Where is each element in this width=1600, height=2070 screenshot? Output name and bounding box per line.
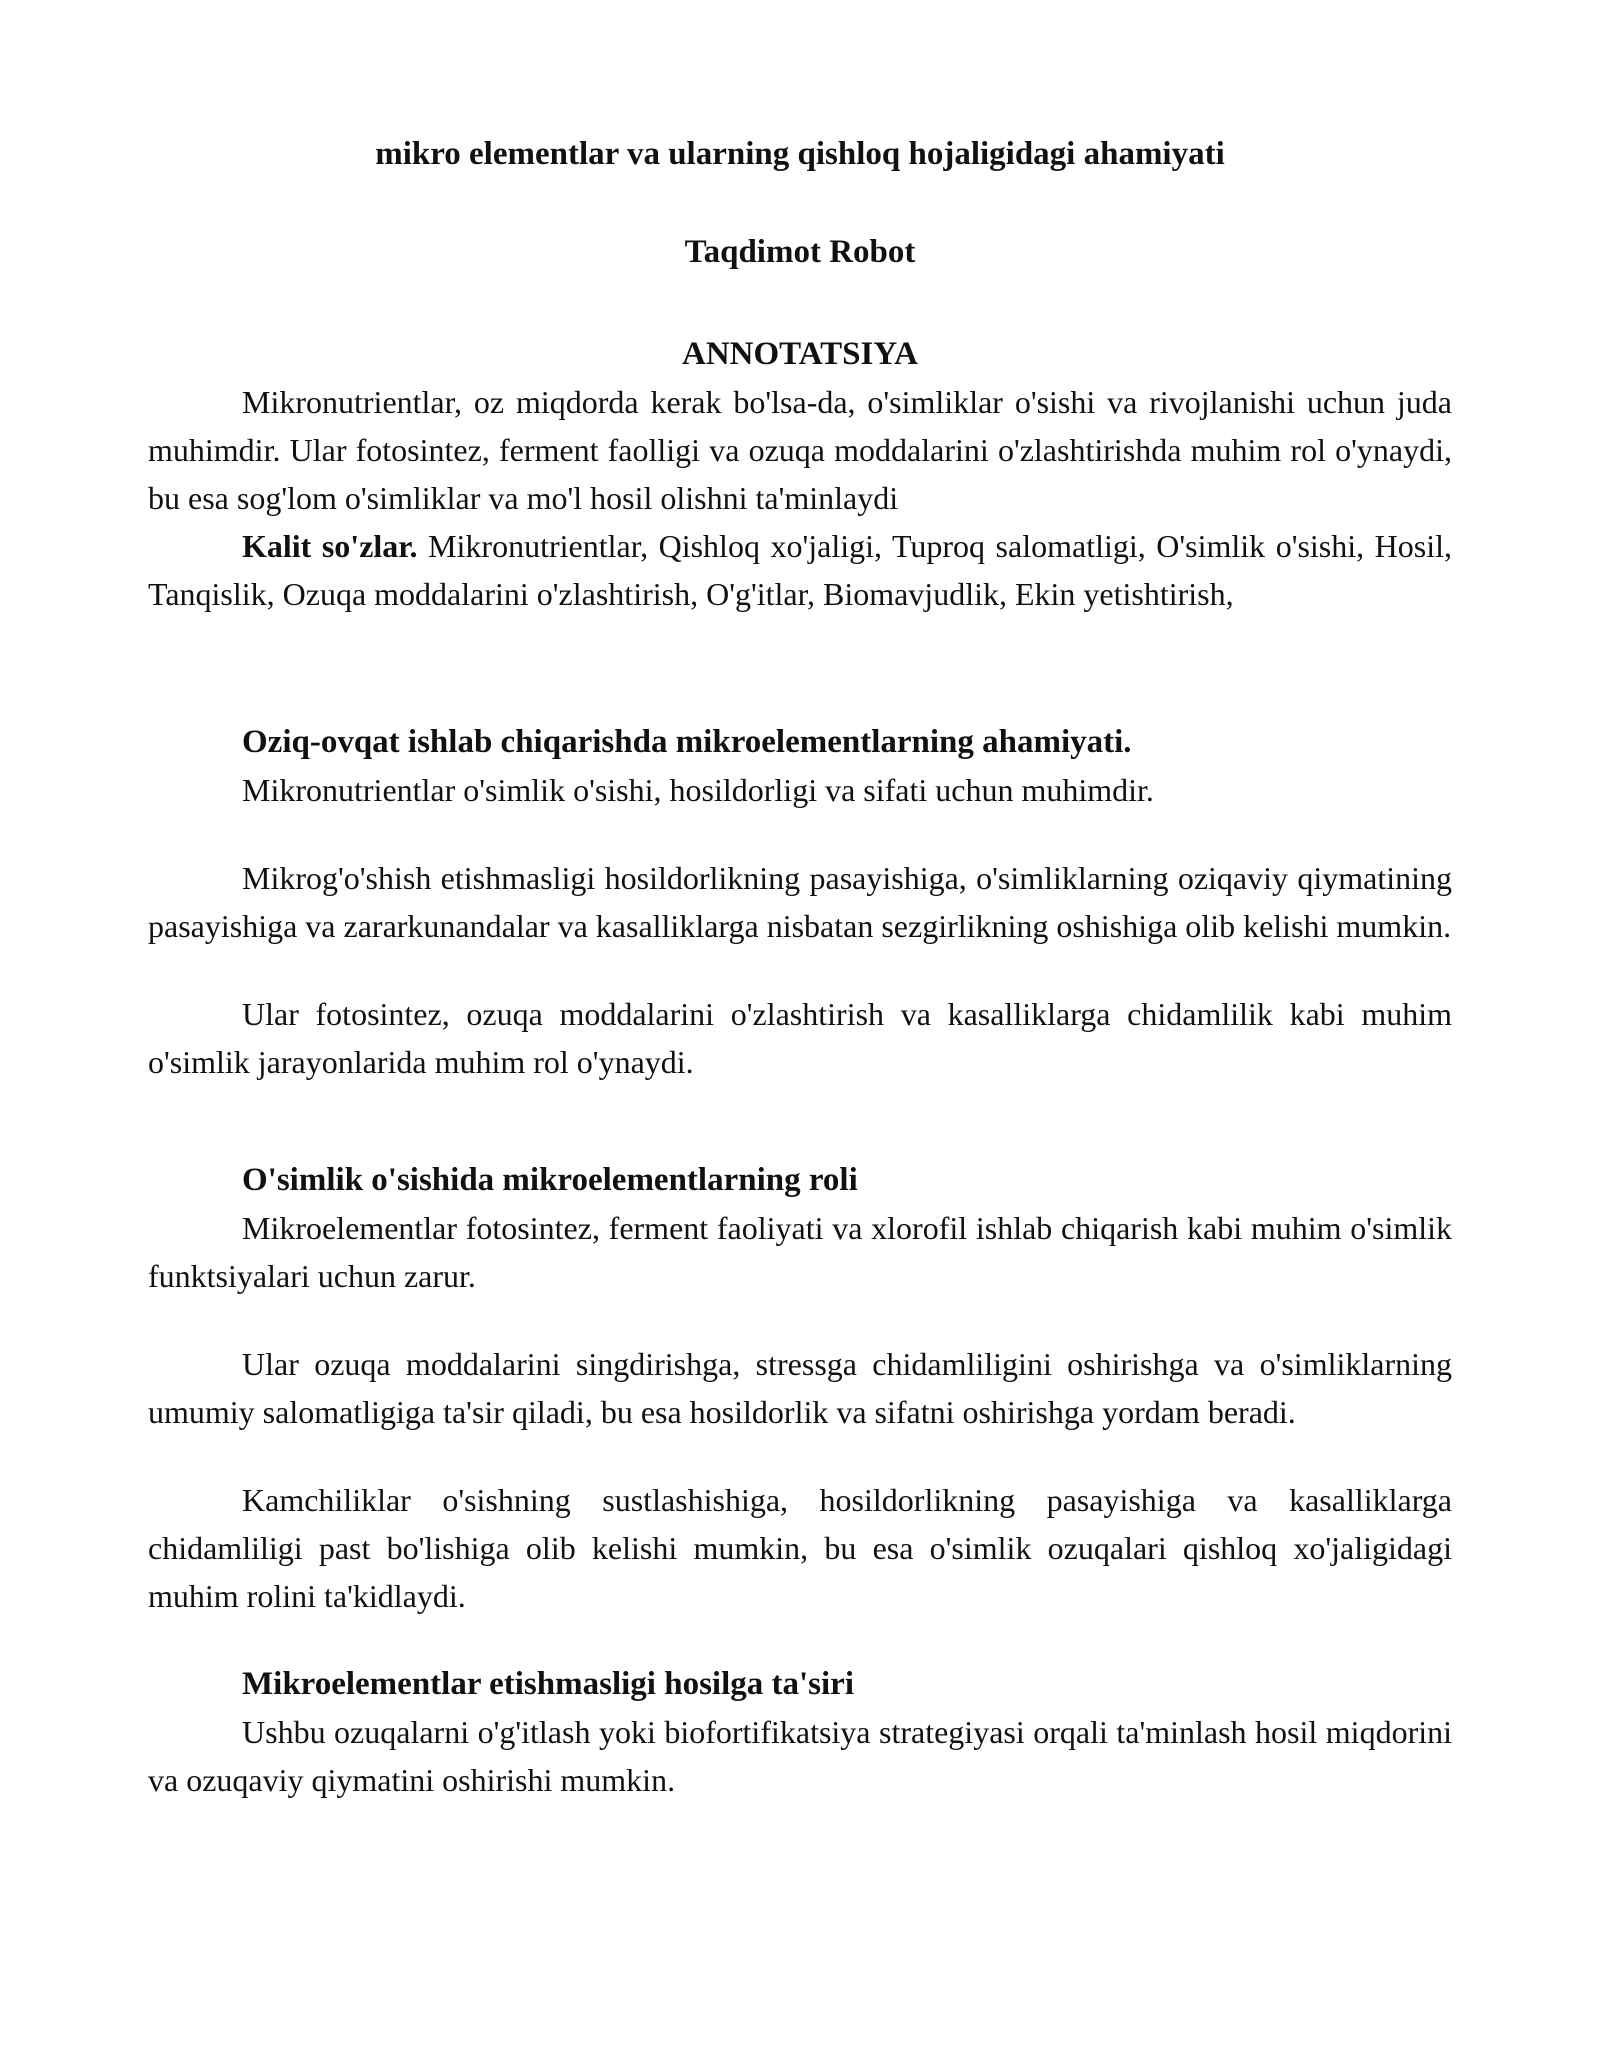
keywords-text: Mikronutrientlar, Qishloq xo'jaligi, Tuproq salomatligi, O'simlik o'sishi, Hosil, Tanqislik, Ozuqa moddalarini o'zlashtirish, O'g'itlar, Biomavjudlik, Ekin yetishtirish,	[148, 528, 1453, 612]
section-1-paragraph-2: Mikrog'o'shish etishmasligi hosildorlikning pasayishiga, o'simliklarning oziqaviy qiymatining pasayishiga va zararkunandalar va kasalliklarga nisbatan sezgirlikning oshishiga olib kelishi mumkin.	[148, 860, 1452, 944]
keywords-paragraph	[148, 522, 1452, 618]
section-1-paragraph-3: Ular fotosintez, ozuqa moddalarini o'zlashtirish va kasalliklarga chidamlilik kabi muhim o'simlik jarayonlarida muhim rol o'ynaydi.	[148, 996, 1452, 1080]
section-2-paragraph-3: Kamchiliklar o'sishning sustlashishiga, hosildorlikning pasayishiga va kasalliklarga chidamliligi past bo'lishiga olib kelishi mumkin, bu esa o'simlik ozuqalari qishloq xo'jaligidagi muhim rolini ta'kidlaydi.	[148, 1482, 1452, 1614]
section-2-paragraph-2: Ular ozuqa moddalarini singdirishga, stressga chidamliligini oshirishga va o'simliklarning umumiy salomatligiga ta'sir qiladi, bu esa hosildorlik va sifatni oshirishga yordam beradi.	[148, 1346, 1452, 1430]
document-page	[148, 130, 1452, 1804]
section-1-paragraph-1: Mikronutrientlar o'simlik o'sishi, hosildorligi va sifati uchun muhimdir.	[242, 772, 1154, 808]
annotation-paragraph: Mikronutrientlar, oz miqdorda kerak bo'lsa-da, o'simliklar o'sishi va rivojlanishi uchun juda muhimdir. Ular fotosintez, ferment faolligi va ozuqa moddalarini o'zlashtirishda muhim rol o'ynaydi, bu esa sog'lom o'simliklar va mo'l hosil olishni ta'minlaydi	[148, 384, 1452, 516]
section-3-paragraph-1: Ushbu ozuqalarni o'g'itlash yoki biofortifikatsiya strategiyasi orqali ta'minlash hosil miqdorini va ozuqaviy qiymatini oshirishi mumkin.	[148, 1714, 1452, 1798]
section-heading-plant-growth: O'simlik o'sishida mikroelementlarning roli	[242, 1162, 858, 1198]
section-2-paragraph-1: Mikroelementlar fotosintez, ferment faoliyati va xlorofil ishlab chiqarish kabi muhim o'simlik funktsiyalari uchun zarur.	[148, 1210, 1452, 1294]
document-author: Taqdimot Robot	[684, 234, 916, 270]
document-title: mikro elementlar va ularning qishloq hojaligidagi ahamiyati	[375, 136, 1225, 172]
section-heading-food-production: Oziq-ovqat ishlab chiqarishda mikroelementlarning ahamiyati.	[242, 724, 1132, 760]
section-heading-yield-impact: Mikroelementlar etishmasligi hosilga ta'siri	[242, 1666, 854, 1702]
annotation-heading: ANNOTATSIYA	[682, 336, 918, 372]
keywords-label: Kalit so'zlar.	[242, 528, 418, 564]
